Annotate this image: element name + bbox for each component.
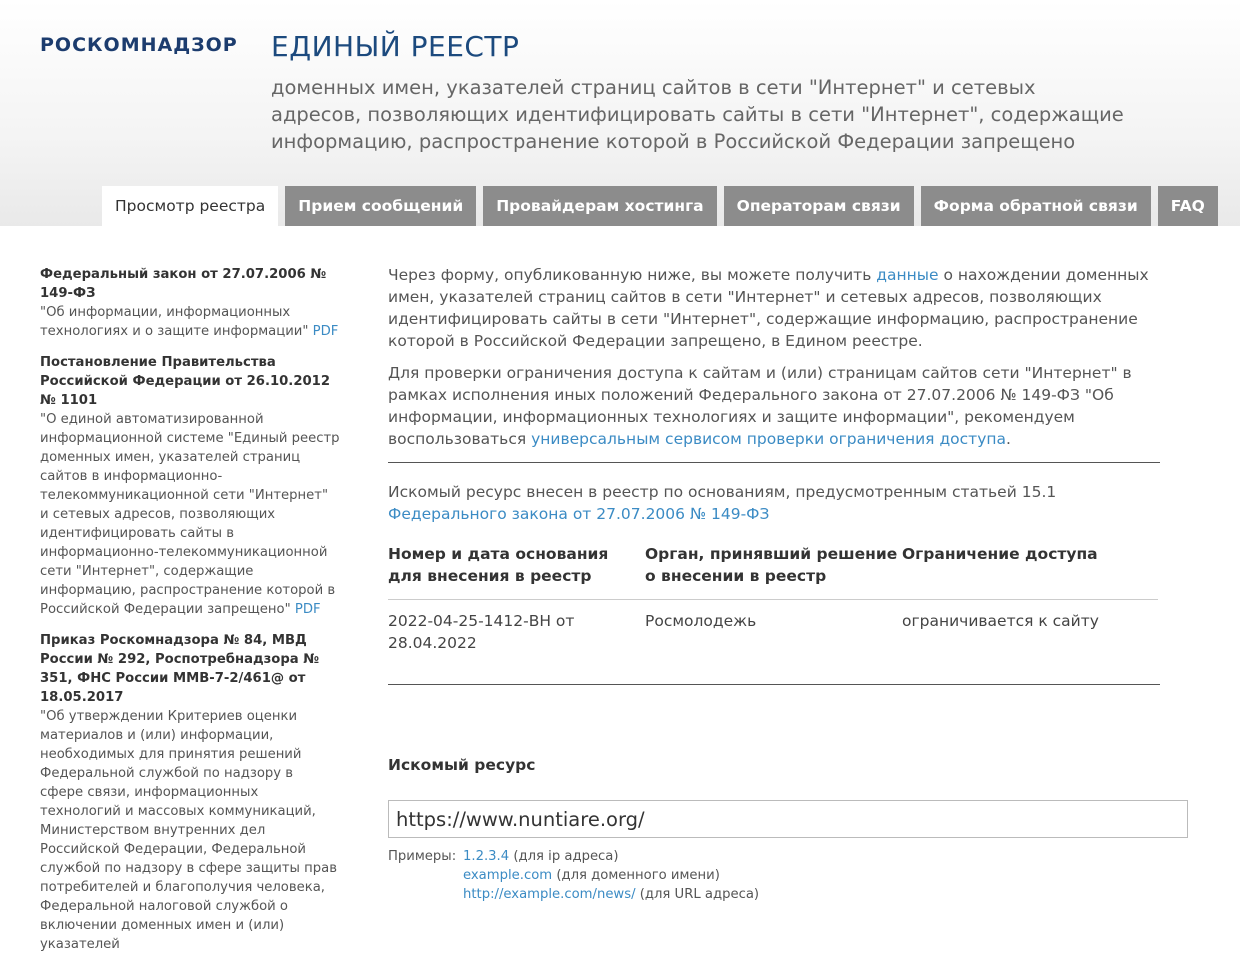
search-label: Искомый ресурс <box>388 756 536 774</box>
tab-receive-messages[interactable]: Прием сообщений <box>285 186 476 226</box>
sidebar-doc <box>40 631 340 954</box>
tab-view-registry[interactable]: Просмотр реестра <box>102 186 278 226</box>
divider <box>388 462 1160 463</box>
cell-basis: 2022-04-25-1412-ВН от 28.04.2022 <box>388 612 575 652</box>
examples-label: Примеры: <box>388 849 457 864</box>
logo[interactable]: РОСКОМНАДЗОР <box>40 34 238 56</box>
example-row <box>388 866 759 885</box>
example-row <box>388 885 759 904</box>
examples <box>388 847 759 904</box>
result-message <box>388 481 1160 525</box>
example-note: (для ip адреса) <box>509 849 619 864</box>
tab-telecom-operators[interactable]: Операторам связи <box>724 186 914 226</box>
sidebar-doc-title: Федеральный закон от 27.07.2006 № 149-ФЗ <box>40 267 327 301</box>
check-paragraph <box>388 362 1160 450</box>
tab-feedback-form[interactable]: Форма обратной связи <box>921 186 1151 226</box>
col-header-authority: Орган, принявший решение о внесении в реестр <box>645 545 898 585</box>
example-domain-link[interactable]: example.com <box>463 868 553 883</box>
example-note: (для доменного имени) <box>552 868 720 883</box>
example-note: (для URL адреса) <box>635 887 760 902</box>
nav-tabs <box>102 186 1218 226</box>
search-input[interactable] <box>388 800 1188 838</box>
tab-hosting-providers[interactable]: Провайдерам хостинга <box>483 186 716 226</box>
col-header-restriction: Ограничение доступа <box>902 545 1098 563</box>
universal-check-service-link[interactable]: универсальным сервисом проверки ограничения доступа <box>531 430 1006 448</box>
example-url-link[interactable]: http://example.com/news/ <box>463 887 636 902</box>
main-content <box>388 264 1160 703</box>
pdf-link[interactable]: PDF <box>294 602 321 617</box>
cell-restriction: ограничивается к сайту <box>902 612 1099 630</box>
intro-paragraph <box>388 264 1160 352</box>
table-row <box>388 600 1158 685</box>
result-table <box>388 543 1158 684</box>
table-header-row <box>388 543 1158 600</box>
sidebar-doc <box>40 265 340 341</box>
tab-faq[interactable]: FAQ <box>1158 186 1218 226</box>
sidebar-doc-title: Приказ Роскомнадзора № 84, МВД России № 292, Роспотребнадзора № 351, ФНС России ММВ-7-2/461@ от 18.05.2017 <box>40 633 320 705</box>
sidebar-doc-title: Постановление Правительства Российской Федерации от 26.10.2012 № 1101 <box>40 355 331 408</box>
sidebar-doc-text: "Об информации, информационных технологиях и о защите информации" <box>40 305 309 339</box>
check-text: Для проверки ограничения доступа к сайтам и (или) страницам сайтов сети "Интернет" в рамках исполнения иных положений Федерального закона от 27.07.2006 № 149-ФЗ "Об информации, информационных технологиях и защите информации", рекомендуем воспользоваться <box>388 364 1132 448</box>
data-link[interactable]: данные <box>876 266 939 284</box>
page-subtitle: доменных имен, указателей страниц сайтов в сети "Интернет" и сетевых адресов, позволяющих идентифицировать сайты в сети "Интернет", содержащие информацию, распространение которой в Российской Федерации запрещено <box>271 76 1124 153</box>
header <box>0 0 1240 226</box>
pdf-link[interactable]: PDF <box>312 324 339 339</box>
sidebar-doc-text: "О единой автоматизированной информационной системе "Единый реестр доменных имен, указателей страниц сайтов в информационно-телекоммуникационной сети "Интернет" и сетевых адресов, позволяющих идентифицировать сайты в информационно-телекоммуникационной сети "Интернет", содержащие информацию, распространение которой в Российской Федерации запрещено" <box>40 412 340 617</box>
intro-text: Через форму, опубликованную ниже, вы можете получить <box>388 266 877 284</box>
col-header-basis: Номер и дата основания для внесения в реестр <box>388 545 609 585</box>
result-text: Искомый ресурс внесен в реестр по основаниям, предусмотренным статьей 15.1 <box>388 483 1057 501</box>
divider <box>388 684 1160 685</box>
sidebar <box>40 265 340 966</box>
page-title: ЕДИНЫЙ РЕЕСТР <box>271 30 520 63</box>
example-ip-link[interactable]: 1.2.3.4 <box>463 849 510 864</box>
sidebar-doc <box>40 353 340 619</box>
federal-law-link[interactable]: Федерального закона от 27.07.2006 № 149-ФЗ <box>388 505 770 523</box>
cell-authority: Росмолодежь <box>645 612 757 630</box>
sidebar-doc-text: "Об утверждении Критериев оценки материалов и (или) информации, необходимых для принятия решений Федеральной службой по надзору в сфере связи, информационных технологий и массовых коммуникаций, Министерством внутренних дел Российской Федерации, Федеральной службой по надзору в сфере защиты прав потребителей и благополучия человека, Федеральной налоговой службой о включении доменных имен и (или) указателей <box>40 709 337 952</box>
intro-text-end: о нахождении доменных имен, указателей страниц сайтов в сети "Интернет" и сетевых адресов, позволяющих идентифицировать сайты в сети "Интернет", содержащие информацию, распространение которой в Российской Федерации запрещено, в Едином реестре. <box>388 266 1149 350</box>
check-text-end: . <box>1006 430 1011 448</box>
example-row <box>388 847 759 866</box>
